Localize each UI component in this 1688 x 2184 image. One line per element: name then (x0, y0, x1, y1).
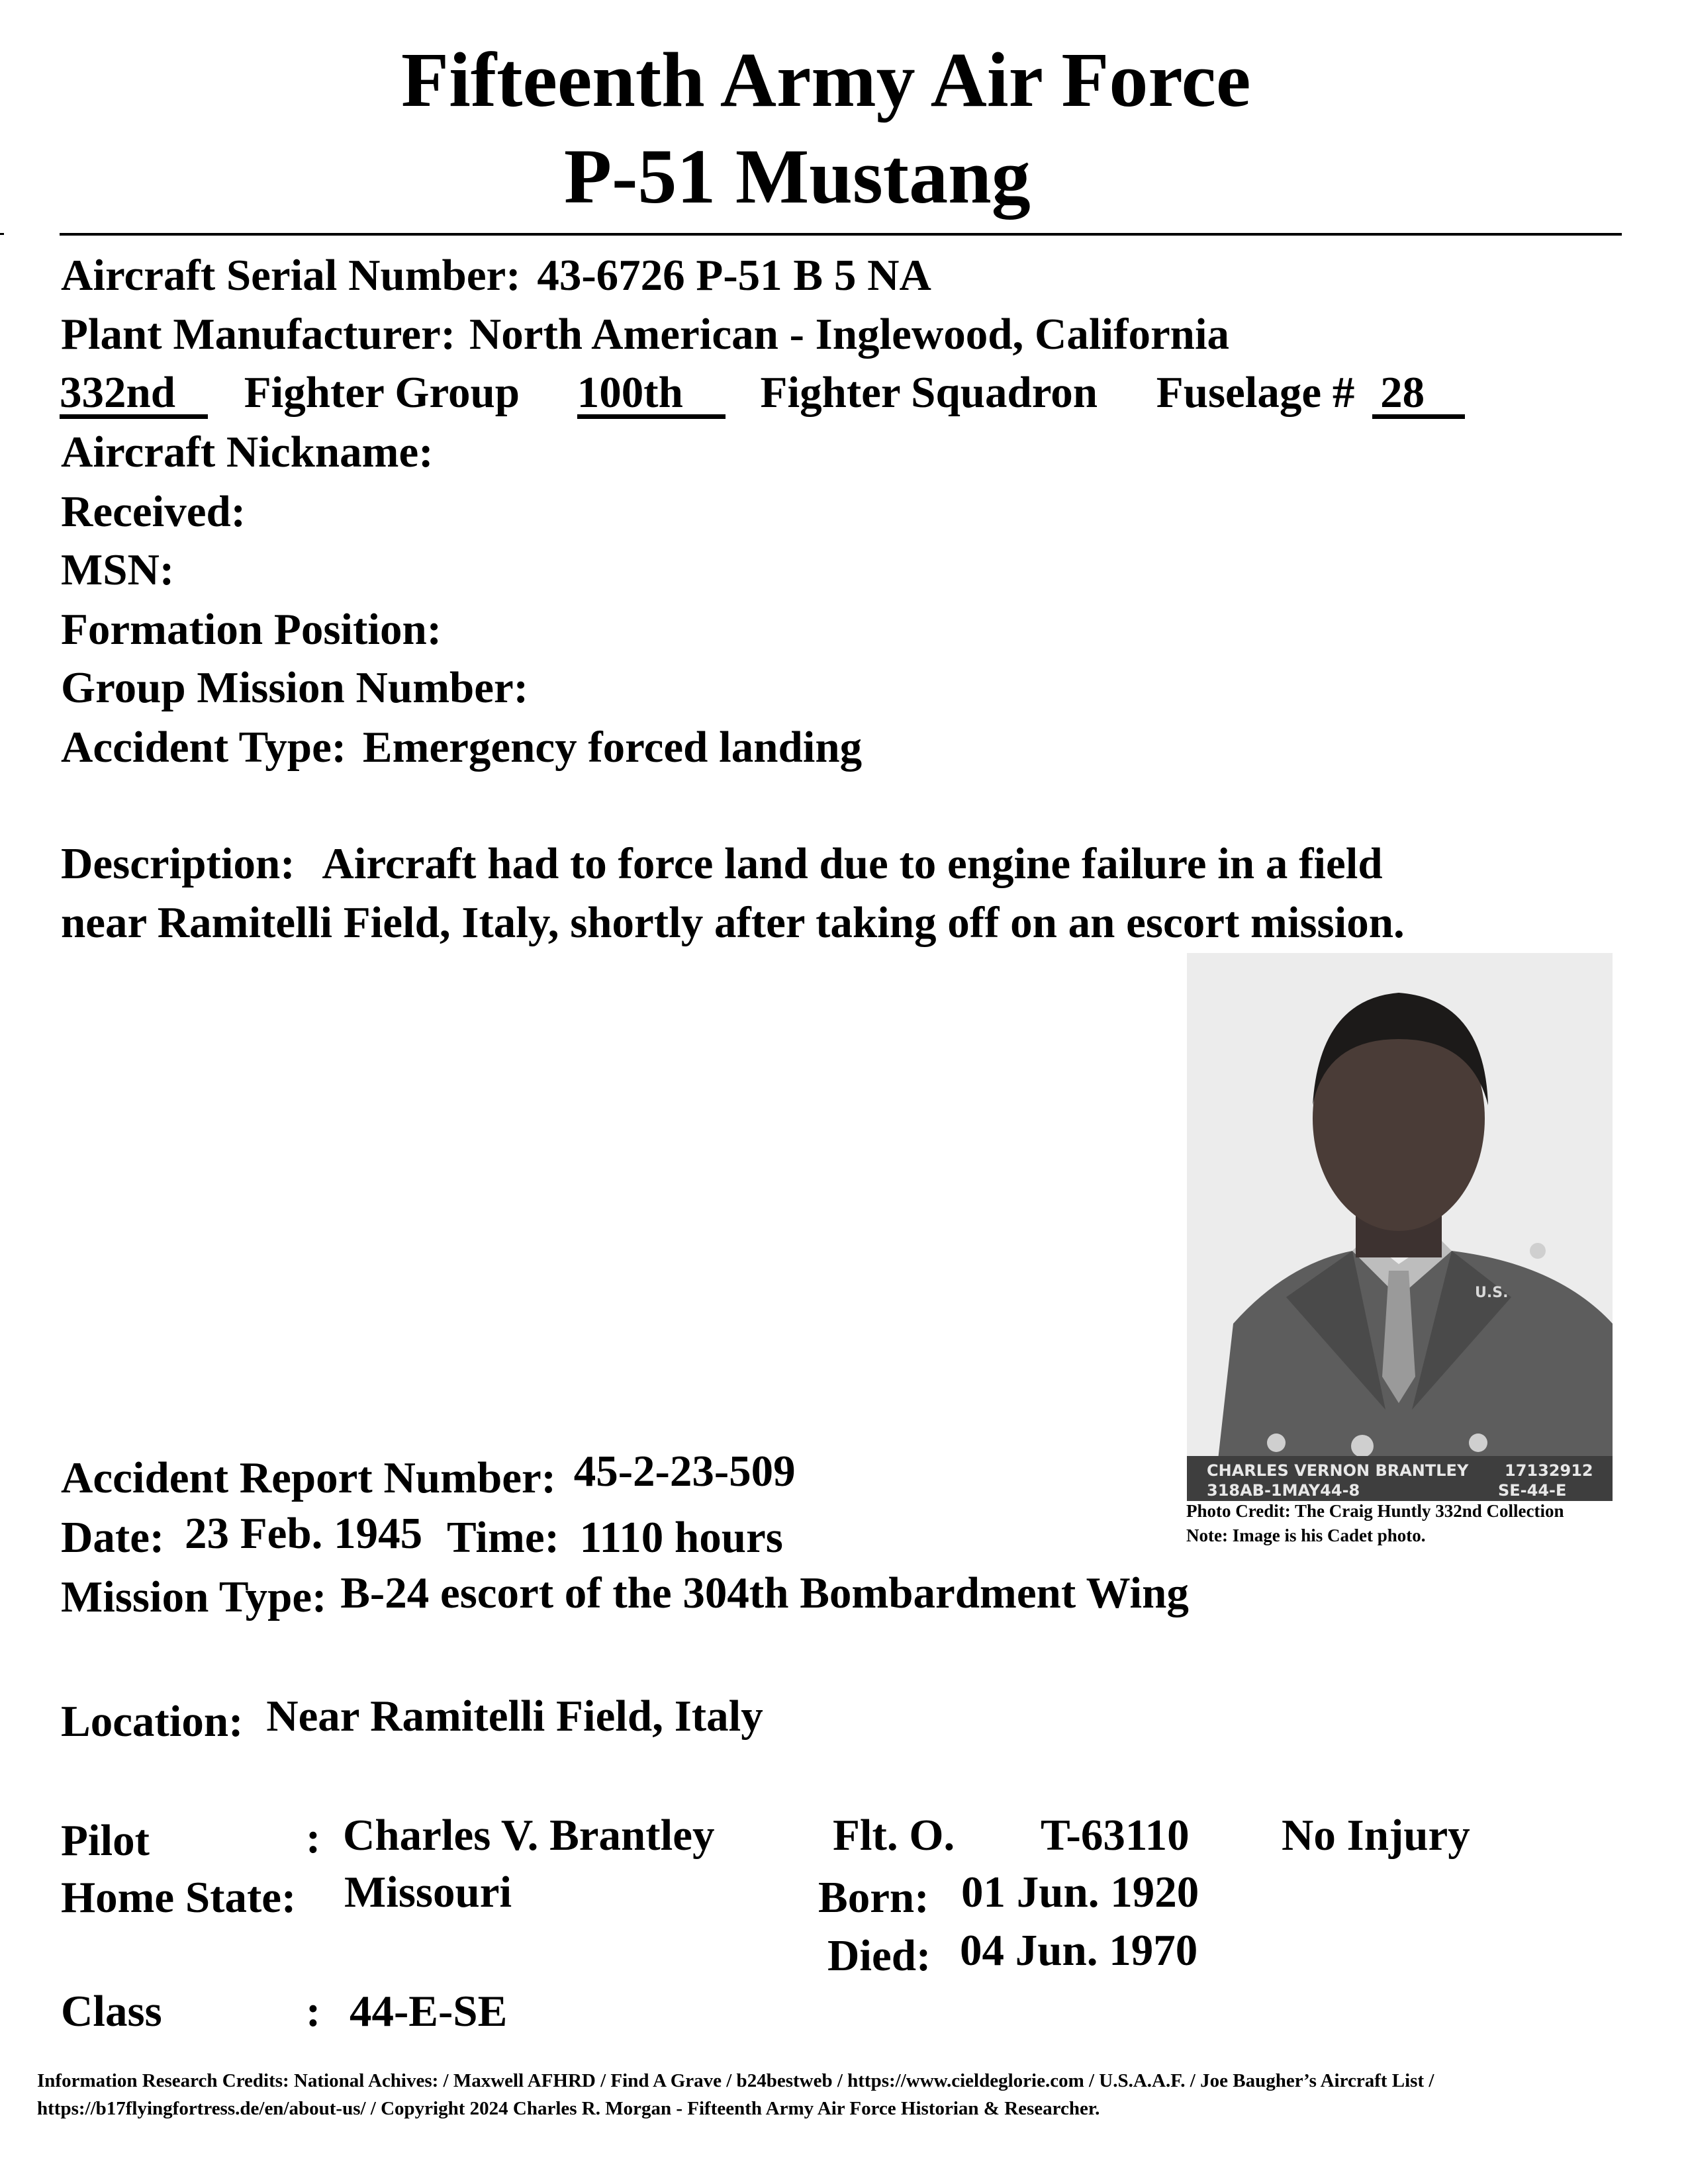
died-value: 04 Jun. 1970 (960, 1926, 1198, 1975)
page-title-line1: Fifteenth Army Air Force (401, 36, 1251, 123)
accident-report-value: 45-2-23-509 (573, 1447, 796, 1496)
photo-note: Note: Image is his Cadet photo. (1186, 1525, 1426, 1545)
fuselage-label: Fuselage # (1156, 368, 1355, 417)
serial-number-value: 43-6726 P-51 B 5 NA (537, 251, 931, 300)
class-label: Class (61, 1987, 162, 2036)
margin-tick (0, 233, 4, 235)
header-divider (60, 233, 1622, 236)
location-label: Location: (61, 1697, 244, 1746)
portrait-illustration (1187, 953, 1613, 1501)
manufacturer-row (61, 312, 1229, 357)
pilot-portrait-photo (1187, 953, 1613, 1501)
manufacturer-value: North American - Inglewood, California (469, 310, 1230, 359)
unit-row (60, 368, 1465, 419)
home-state-value: Missouri (344, 1868, 512, 1917)
group-mission-number-label: Group Mission Number: (61, 663, 529, 712)
footer-credits-line1: Information Research Credits: National Achives: / Maxwell AFHRD / Find A Grave / b24bestweb / https://www.cieldeglorie.com / U.S.A.A.F. / Joe Baugher’s Aircraft List / (37, 2070, 1434, 2091)
fuselage-value: 28 (1372, 372, 1465, 419)
serial-number-row (61, 253, 931, 298)
accident-type-row (61, 725, 862, 770)
description-text-2: near Ramitelli Field, Italy, shortly after taking off on an escort mission. (61, 898, 1405, 947)
died-label: Died: (827, 1931, 931, 1980)
date-time-row (61, 1509, 783, 1562)
description-text-1: Aircraft had to force land due to engine failure in a field (322, 839, 1383, 888)
pilot-label: Pilot (61, 1816, 150, 1865)
group-value: 332nd (60, 372, 208, 419)
accident-type-label: Accident Type: (61, 723, 347, 772)
photo-overlay-date: 318AB-1MAY44-8 (1207, 1481, 1360, 1500)
description-line1 (61, 839, 1383, 888)
date-value: 23 Feb. 1945 (185, 1509, 423, 1558)
received-label: Received: (61, 487, 246, 536)
born-label: Born: (818, 1873, 929, 1922)
accident-report-row (61, 1447, 796, 1502)
date-label: Date: (61, 1513, 165, 1562)
squadron-label: Fighter Squadron (760, 368, 1098, 417)
mission-type-label: Mission Type: (61, 1572, 327, 1621)
description-label: Description: (61, 839, 295, 888)
time-value: 1110 hours (579, 1513, 783, 1562)
location-row (61, 1692, 763, 1746)
class-colon: : (306, 1987, 321, 2036)
mission-type-value: B-24 escort of the 304th Bombardment Wing (340, 1569, 1189, 1617)
photo-overlay-serial: 17132912 (1505, 1461, 1593, 1480)
msn-label: MSN: (61, 545, 175, 594)
svg-text:U.S.: U.S. (1475, 1285, 1509, 1301)
born-value: 01 Jun. 1920 (961, 1868, 1199, 1917)
formation-position-label: Formation Position: (61, 605, 442, 654)
pilot-status: No Injury (1282, 1811, 1470, 1860)
group-label: Fighter Group (244, 368, 520, 417)
squadron-value: 100th (577, 372, 726, 419)
nickname-label: Aircraft Nickname: (61, 428, 434, 477)
accident-report-label: Accident Report Number: (61, 1453, 556, 1502)
class-value: 44-E-SE (350, 1987, 508, 2036)
home-state-label: Home State: (61, 1873, 297, 1922)
mission-type-row (61, 1569, 1189, 1621)
serial-number-label: Aircraft Serial Number: (61, 251, 521, 300)
pilot-rank: Flt. O. (833, 1811, 955, 1860)
manufacturer-label: Plant Manufacturer: (61, 310, 456, 359)
accident-type-value: Emergency forced landing (362, 723, 863, 772)
location-value: Near Ramitelli Field, Italy (266, 1692, 763, 1741)
footer-credits-line2: https://b17flyingfortress.de/en/about-us/ / Copyright 2024 Charles R. Morgan - Fifteenth Army Air Force Historian & Researcher. (37, 2098, 1100, 2119)
pilot-name: Charles V. Brantley (343, 1811, 715, 1860)
pilot-service-number: T-63110 (1041, 1811, 1190, 1860)
photo-overlay-class: SE-44-E (1498, 1481, 1567, 1500)
time-label: Time: (446, 1513, 559, 1562)
photo-credit: Photo Credit: The Craig Huntly 332nd Collection (1186, 1501, 1564, 1521)
page-title-line2: P-51 Mustang (564, 133, 1031, 220)
photo-overlay-name: CHARLES VERNON BRANTLEY (1207, 1461, 1469, 1480)
pilot-colon: : (306, 1813, 321, 1862)
